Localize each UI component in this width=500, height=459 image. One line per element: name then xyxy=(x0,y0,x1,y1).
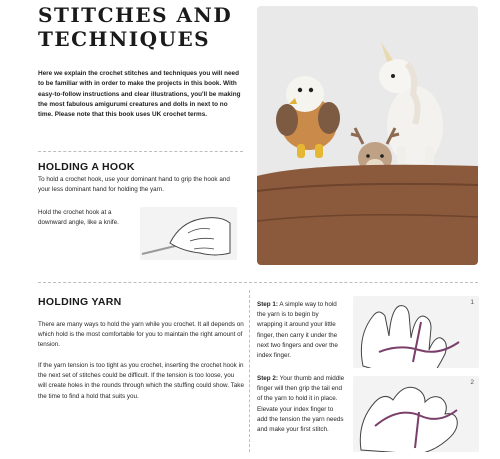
holding-hook-caption: Hold the crochet hook at a downward angle, like a knife. xyxy=(38,209,119,227)
step-2-illustration xyxy=(353,376,479,452)
page-title xyxy=(38,3,258,51)
step-2-text xyxy=(257,374,345,435)
hand-with-yarn-icon xyxy=(353,376,479,452)
step-2-label: Step 2: xyxy=(257,375,278,382)
step-1-number: 1 xyxy=(470,299,474,306)
hand-with-hook-icon xyxy=(140,207,237,260)
title-line-2: TECHNIQUES xyxy=(38,27,211,51)
step-1-text xyxy=(257,300,345,361)
step-1-body: A simple way to hold the yarn is to begin by wrapping it around your little finger, then carry it under the next two fingers and over the index finger. xyxy=(257,301,338,360)
section-divider xyxy=(38,151,243,152)
title-line-1: STITCHES AND xyxy=(38,3,233,27)
hand-with-yarn-icon xyxy=(353,296,479,368)
amigurumi-photo xyxy=(257,6,478,265)
intro-paragraph: Here we explain the crochet stitches and techniques you will need to be familiar with in order to make the projects in this book. With easy-to-follow instructions and clear illustrations, you'll be making the most fabulous amigurumi creatures and dolls in next to no time. Please note that this book uses UK crochet terms. xyxy=(38,70,241,119)
step-1-illustration xyxy=(353,296,479,368)
step-2-number: 2 xyxy=(470,379,474,386)
step-2-body: Your thumb and middle finger will then grip the tail end of the yarn to hold it in place. Elevate your index finger to add the tension the yarn needs and make your first stitch. xyxy=(257,375,345,434)
column-divider xyxy=(249,290,250,452)
step-1-label: Step 1: xyxy=(257,301,278,308)
section-divider xyxy=(38,282,478,283)
hook-hand-illustration xyxy=(140,207,237,260)
holding-yarn-para2: If the yarn tension is too tight as you crochet, inserting the crochet hook in the next set of stitches could be difficult. If the tension is too loose, you will create holes in the rounds through which the stuffing could show. Take the time to find a hold that suits you. xyxy=(38,362,244,400)
heading-holding-hook: HOLDING A HOOK xyxy=(38,161,135,173)
heading-holding-yarn: HOLDING YARN xyxy=(38,296,122,308)
holding-hook-text: To hold a crochet hook, use your dominant hand to grip the hook and your less dominant hand for holding the yarn. xyxy=(38,176,230,194)
holding-yarn-para1: There are many ways to hold the yarn while you crochet. It all depends on which hold is the most comfortable for you to maintain the right amount of tension. xyxy=(38,321,244,349)
amigurumi-photo-illustration xyxy=(257,6,478,265)
